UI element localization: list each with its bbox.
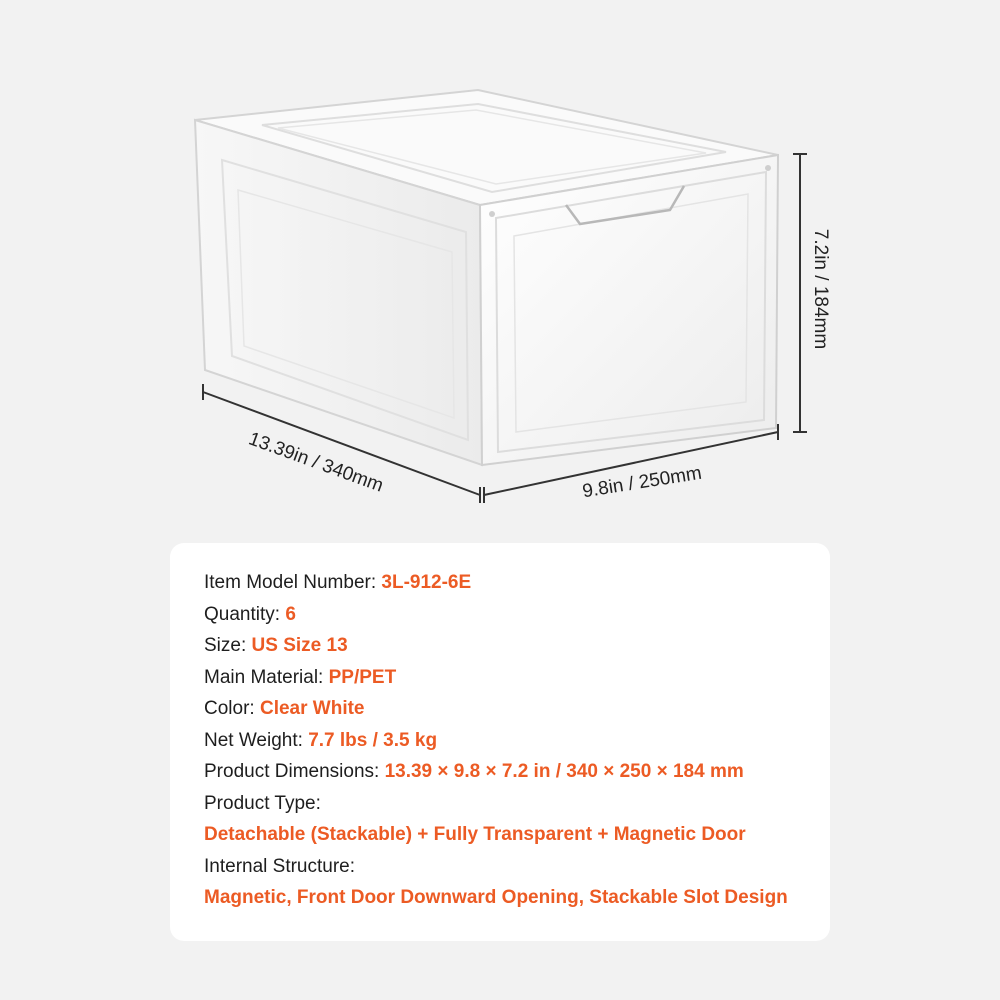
spec-row-net-weight (204, 725, 810, 757)
height-dimension-label: 7.2in / 184mm (810, 228, 832, 350)
spec-label: Item Model Number: (204, 572, 382, 593)
width-dimension-label: 9.8in / 250mm (581, 462, 704, 503)
spec-value: Clear White (259, 698, 365, 719)
spec-label: Main Material: (204, 666, 329, 688)
spec-label: Size: (204, 635, 252, 656)
spec-row-material (204, 662, 810, 694)
depth-dimension-label: 13.39in / 340mm (245, 428, 387, 497)
spec-label: Internal Structure: (204, 855, 356, 877)
spec-row-model-number (204, 567, 810, 599)
spec-label: Color: (204, 698, 260, 719)
spec-value: 13.39 × 9.8 × 7.2 in / 340 × 250 × 184 mm (384, 761, 744, 782)
spec-value: Detachable (Stackable) + Fully Transparent + Magnetic Door (204, 824, 746, 845)
spec-row-size (204, 630, 810, 662)
spec-label: Product Dimensions: (204, 761, 385, 782)
spec-label: Quantity: (204, 603, 286, 625)
spec-value: US Size 13 (251, 635, 348, 656)
spec-value: 3L-912-6E (381, 572, 472, 593)
spec-value: 6 (285, 603, 296, 625)
spec-card (170, 543, 830, 941)
spec-value: PP/PET (328, 666, 397, 688)
spec-row-quantity (204, 599, 810, 631)
spec-row-color (204, 693, 810, 725)
spec-value: Magnetic, Front Door Downward Opening, Stackable Slot Design (204, 887, 788, 908)
spec-value: 7.7 lbs / 3.5 kg (308, 729, 438, 751)
spec-row-product-type (204, 788, 810, 820)
spec-list (204, 567, 810, 914)
spec-row-internal-structure (204, 851, 810, 883)
spec-row-dimensions (204, 756, 810, 788)
box-front-door (480, 155, 778, 465)
height-dimension-line (793, 154, 807, 432)
spec-row-internal-structure-value (204, 882, 810, 914)
spec-label: Product Type: (204, 792, 321, 814)
spec-label: Net Weight: (204, 729, 309, 751)
spec-row-product-type-value (204, 819, 810, 851)
